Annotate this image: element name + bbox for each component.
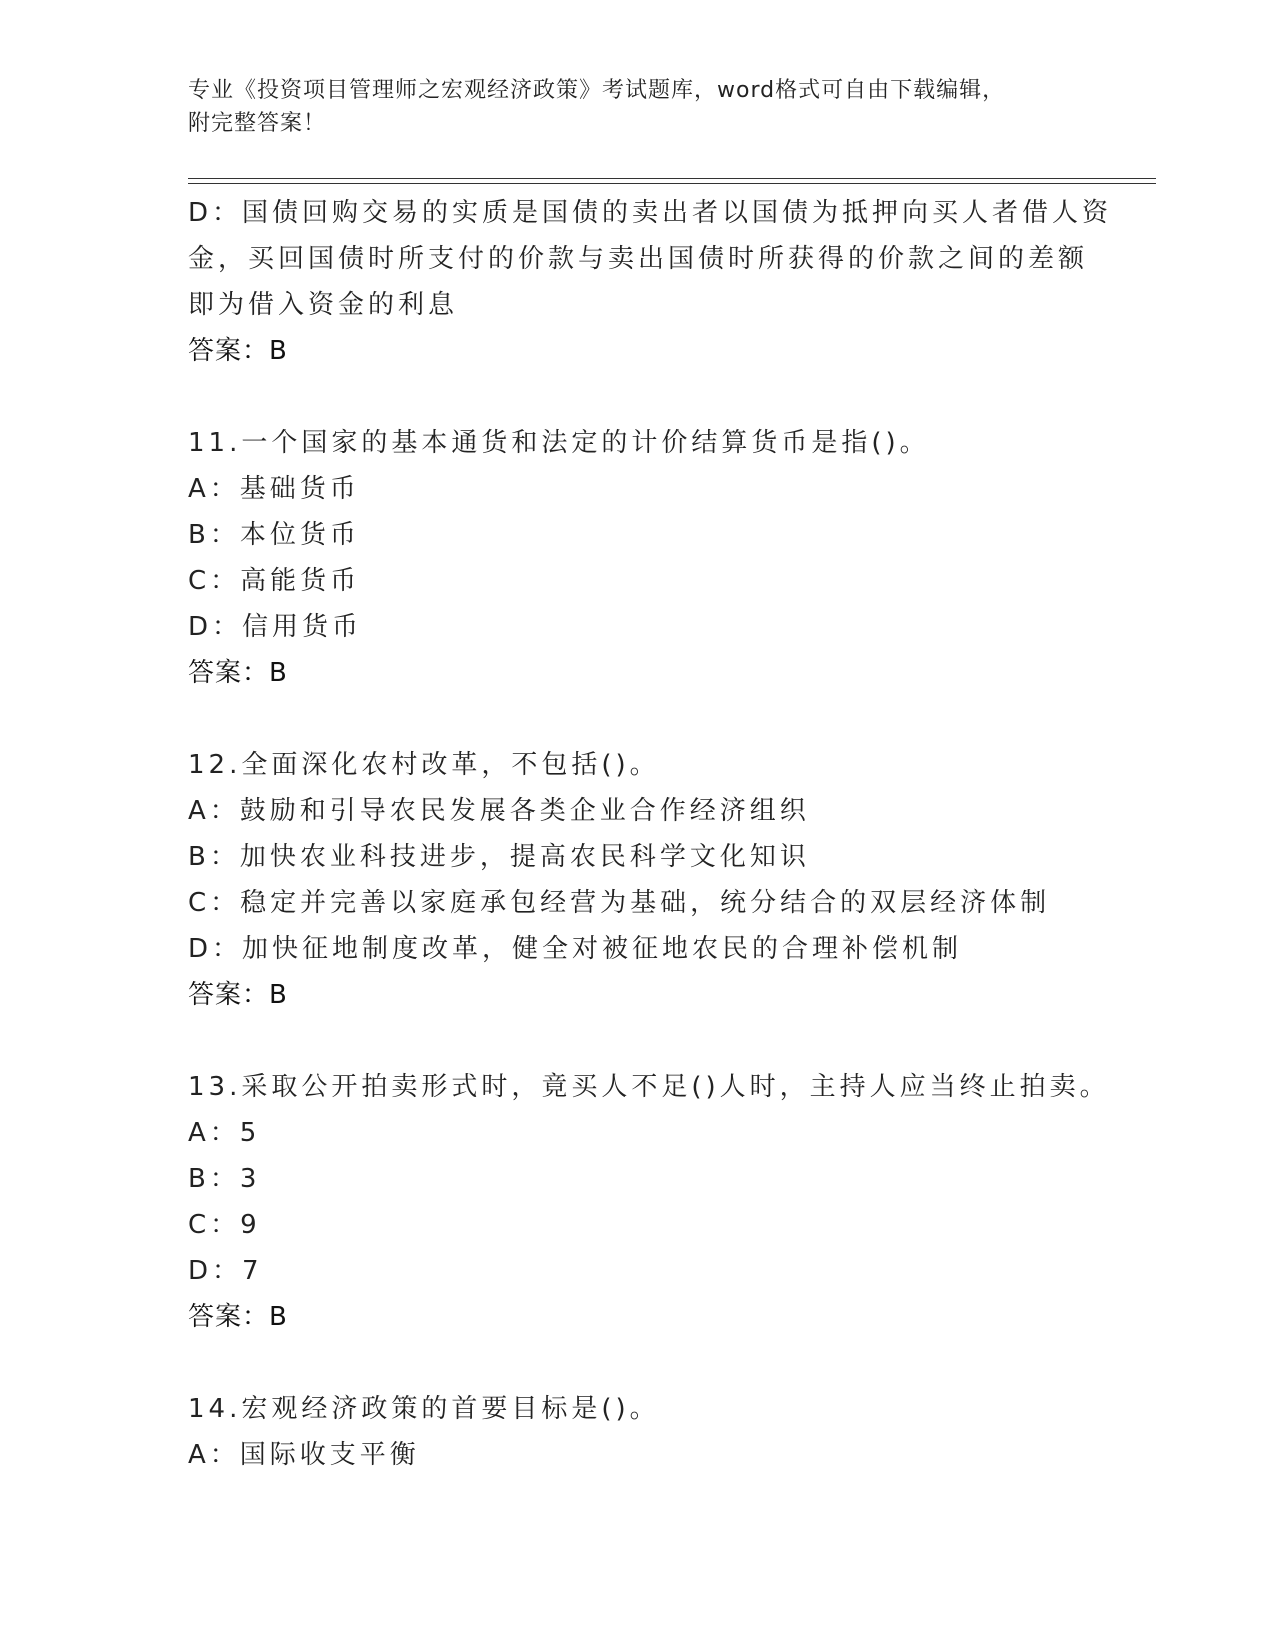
option-d-line-1: D：国债回购交易的实质是国债的卖出者以国债为抵押向买人者借人资: [188, 198, 1113, 228]
option-a: A：基础货币: [188, 474, 360, 504]
option-c: C：9: [188, 1210, 261, 1240]
spacer: [188, 1340, 1088, 1386]
option-d: D：7: [188, 1256, 263, 1286]
spacer: [188, 1018, 1088, 1064]
option-c: C：高能货币: [188, 566, 361, 596]
question-14: [188, 1386, 1088, 1478]
question-list: [188, 190, 1113, 1478]
question-13: [188, 1064, 1110, 1340]
header-line-1: 专业《投资项目管理师之宏观经济政策》考试题库，word格式可自由下载编辑，: [188, 78, 1006, 103]
answer-line: 答案：B: [188, 980, 288, 1010]
option-a: A：5: [188, 1118, 261, 1148]
answer-line: 答案：B: [188, 336, 288, 366]
answer-line: 答案：B: [188, 658, 288, 688]
option-d-line-2: 金，买回国债时所支付的价款与卖出国债时所获得的价款之间的差额: [188, 244, 1089, 274]
spacer: [188, 374, 1088, 420]
option-a: A：国际收支平衡: [188, 1440, 420, 1470]
header-line-2: 附完整答案！: [188, 111, 327, 136]
option-c: C：稳定并完善以家庭承包经营为基础，统分结合的双层经济体制: [188, 888, 1051, 918]
document-header: [188, 74, 1088, 140]
option-d-line-3: 即为借入资金的利息: [188, 290, 459, 320]
question-12: [188, 742, 1088, 1018]
option-d: D：加快征地制度改革，健全对被征地农民的合理补偿机制: [188, 934, 963, 964]
answer-line: 答案：B: [188, 1302, 288, 1332]
spacer: [188, 696, 1088, 742]
question-stem: 11.一个国家的基本通货和法定的计价结算货币是指()。: [188, 428, 930, 458]
header-divider-top: [188, 178, 1156, 179]
option-b: B：本位货币: [188, 520, 360, 550]
question-11: [188, 420, 1088, 696]
question-stem: 12.全面深化农村改革，不包括()。: [188, 750, 660, 780]
header-divider-bottom: [188, 183, 1156, 184]
option-b: B：3: [188, 1164, 261, 1194]
previous-question-tail: [188, 190, 1113, 374]
question-stem: 13.采取公开拍卖形式时，竟买人不足()人时，主持人应当终止拍卖。: [188, 1072, 1110, 1102]
question-stem: 14.宏观经济政策的首要目标是()。: [188, 1394, 660, 1424]
option-d: D：信用货币: [188, 612, 363, 642]
option-b: B：加快农业科技进步，提高农民科学文化知识: [188, 842, 810, 872]
option-a: A：鼓励和引导农民发展各类企业合作经济组织: [188, 796, 810, 826]
